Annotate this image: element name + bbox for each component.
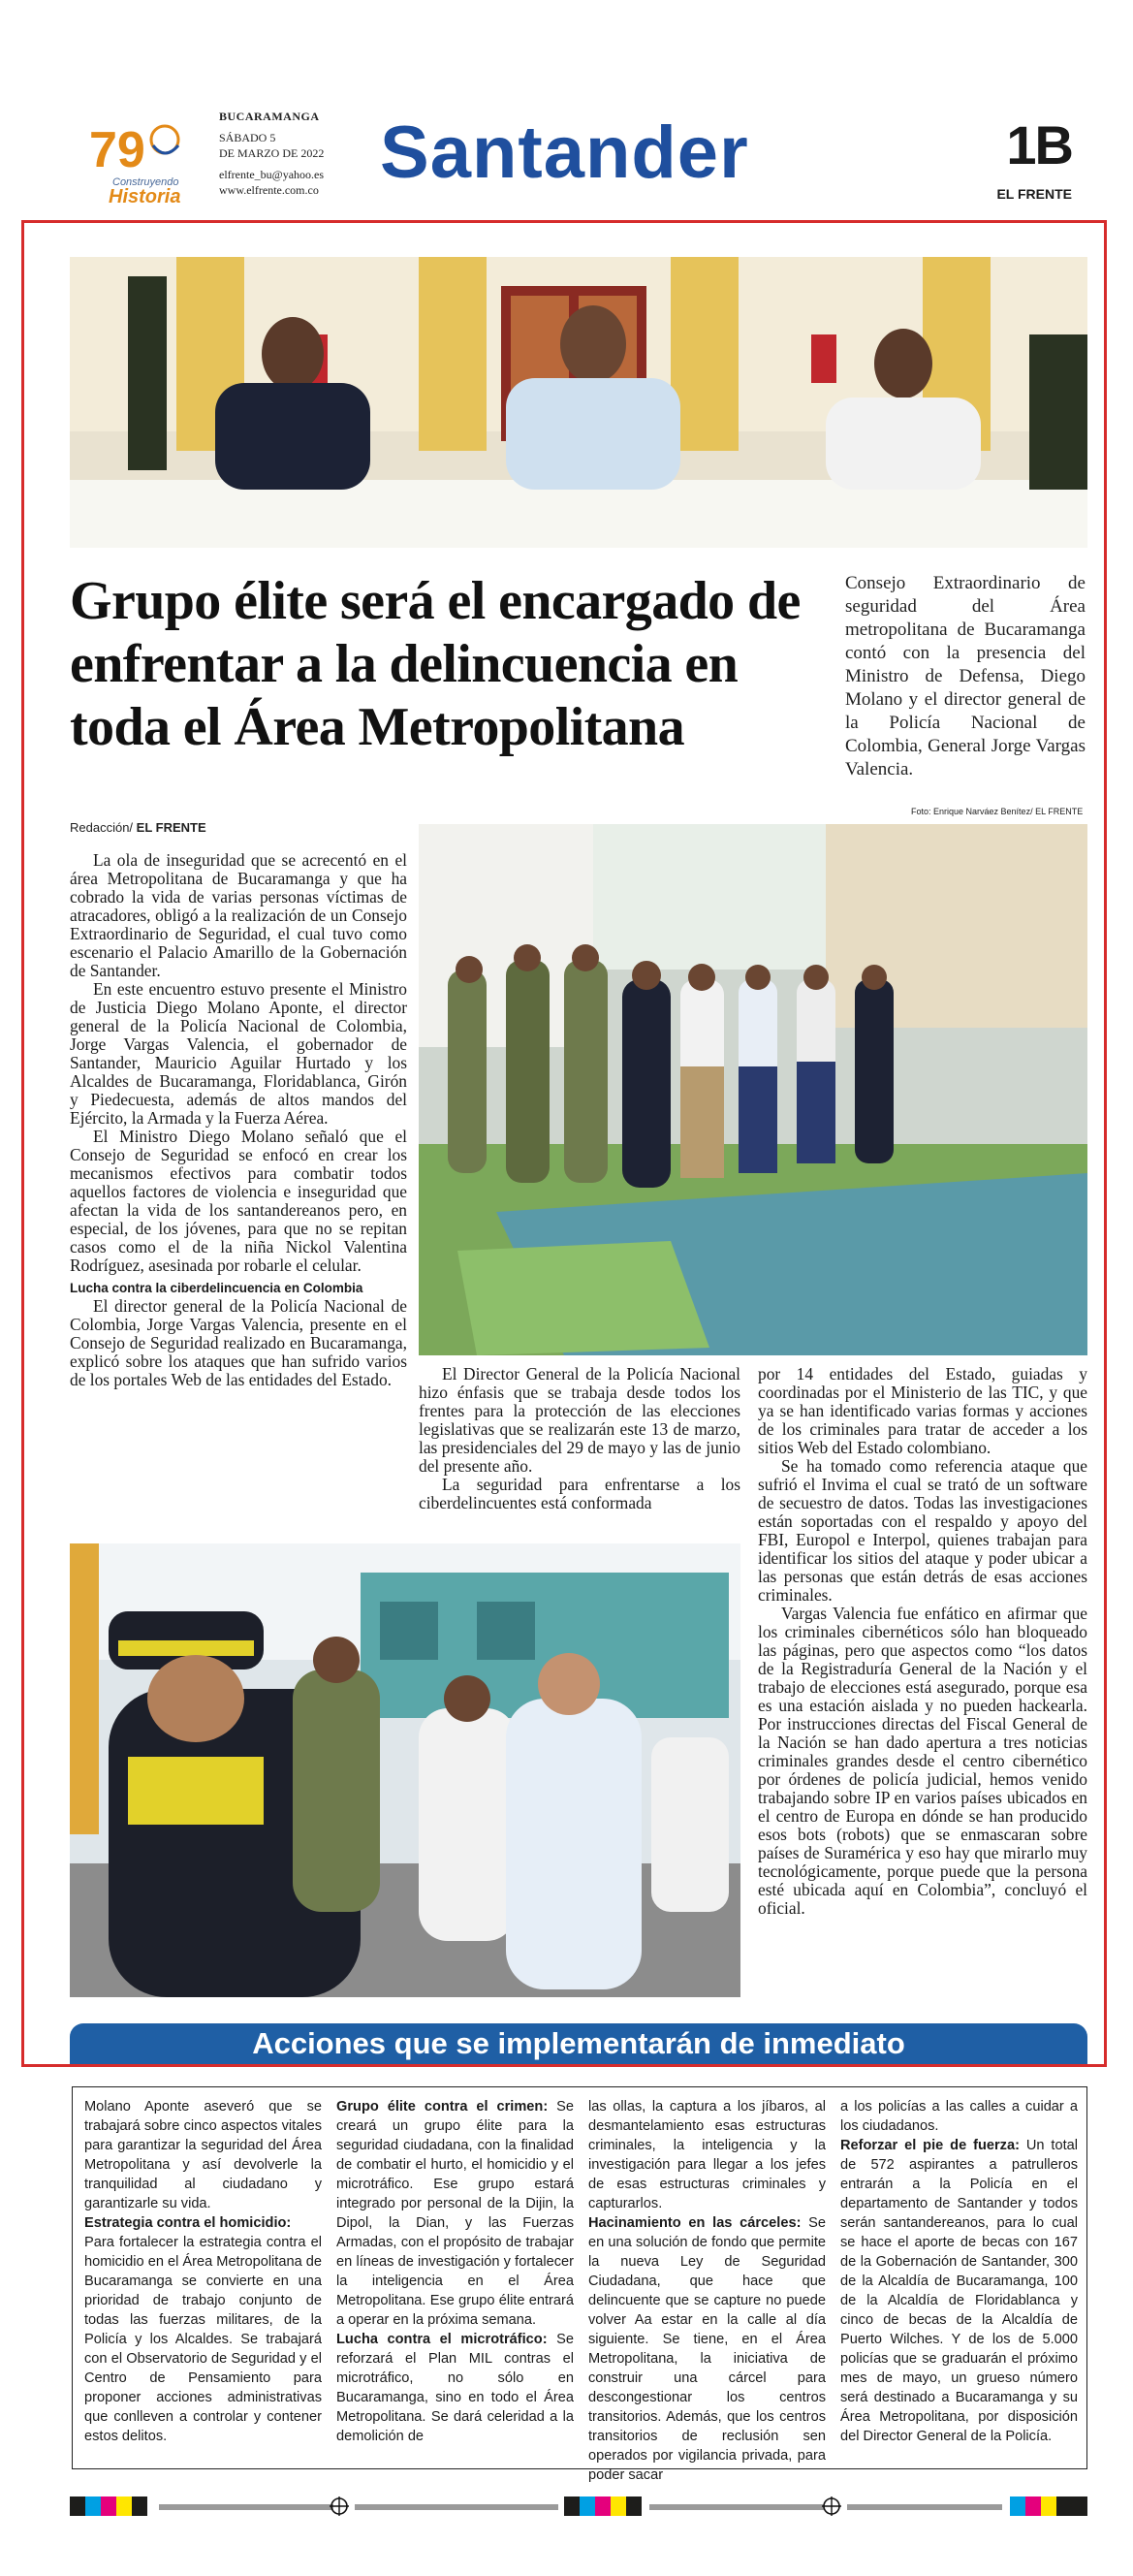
registration-mark-icon <box>822 2496 841 2516</box>
paragraph: por 14 entidades del Estado, guiadas y coordinadas por el Ministerio de las TIC, y que ya se han identificado varias formas y acciones de los criminales para tratar de acceder a los sitios Web del Estado colombiano. <box>758 1364 1087 1457</box>
gray-bar <box>649 2504 824 2510</box>
email-link[interactable]: elfrente_bu@yahoo.es <box>219 168 325 181</box>
box-text: Molano Aponte aseveró que se trabajará sobre cinco aspectos vitales para garantizar la seguridad del Área Metropolitana y así devolverle la tranquilidad al ciudadano y garantizarle su vida. <box>84 2099 322 2211</box>
anniversary-word: Historia <box>109 186 181 207</box>
photo-credit: Foto: Enrique Narváez Benítez/ EL FRENTE <box>911 807 1084 816</box>
article-column-2 <box>419 1365 740 1512</box>
box-column-4 <box>840 2097 1078 2446</box>
article-column-3 <box>758 1365 1087 1918</box>
page-number: 1B <box>1006 114 1072 175</box>
gray-bar <box>847 2504 1002 2510</box>
anniversary-logo <box>85 116 211 207</box>
article-headline: Grupo élite será el encargado de enfrentar a la delincuencia en toda el Área Metropolitana <box>70 571 801 757</box>
officials-standing-image <box>419 824 1087 1355</box>
council-table-photo <box>70 257 1087 548</box>
officials-group-photo <box>419 824 1087 1355</box>
newspaper-name: EL FRENTE <box>996 186 1072 202</box>
paragraph: El Director General de la Policía Nacional hizo énfasis que se trabaja desde todos los frentes para la protección de las elecciones legislativas que se realizarán este 13 de marzo, las presidenciales del 29 de mayo y las de junio del presente año. <box>419 1364 740 1476</box>
print-marks <box>70 2496 1087 2520</box>
council-meeting-image <box>70 257 1087 548</box>
date-line-2: DE MARZO DE 2022 <box>219 146 325 160</box>
date-block <box>219 109 324 198</box>
paragraph: Vargas Valencia fue enfático en afirmar que los criminales cibernéticos sólo han bloqueado las páginas, pero que aspectos como “los datos de la Registraduría General de la Nación y el trabajo de elecciones está asegurado, porque esa es una estación aislada y no pueden hackearla. Por instrucciones directas del Fiscal General de la Nación se han dado apertura a tres noticias criminales grandes desde el centro cibernético por órdenes de policía judicial, hemos venido trabajando sobre IP en varios países ubicados en el centro de Europa en dónde se han producido esos bots (robots) que se enmascaran sobre países de Suramérica y eso hay que mirarlo muy tecnológicamente, porque puede que la persona esté ubicada aquí en Colombia”, concluyó el oficial. <box>758 1604 1087 1918</box>
website-link[interactable]: www.elfrente.com.co <box>219 183 319 197</box>
masthead <box>68 97 1086 207</box>
anniversary-sub: Construyendo <box>112 176 179 188</box>
color-swatches <box>1010 2496 1087 2516</box>
box-subheading: Estrategia contra el homicidio: <box>84 2215 292 2231</box>
color-swatches <box>70 2496 147 2516</box>
article-column-1 <box>70 851 407 1389</box>
gray-bar <box>355 2504 558 2510</box>
byline-source: EL FRENTE <box>136 820 206 835</box>
paragraph: El Ministro Diego Molano señaló que el Consejo de Seguridad se enfocó en crear los mecanismos efectivos para combatir todos aquellos factores de violencia e inseguridad que afectan la vida de los santandereanos pero, en especial, de los jóvenes, para que no se repitan casos como el de la niña Nickol Valentina Rodríguez, asesinada por robarle el celular. <box>70 1127 407 1275</box>
street-visit-image <box>70 1543 740 1997</box>
paragraph: La seguridad para enfrentarse a los ciberdelincuentes está conformada <box>419 1475 740 1512</box>
byline-prefix: Redacción/ <box>70 820 134 835</box>
box-text: Para fortalecer la estrategia contra el homicidio en el Área Metropolitana de Bucaramanga se convierte en una prioridad de trabajo conjunto de todas las fuerzas militares, de la Policía y los Alcaldes. Se trabajará con el Observatorio de Seguridad y el Centro de Pensamiento para proponer acciones administrativas que conlleven a controlar y contener estos delitos. <box>84 2235 322 2444</box>
box-column-2 <box>336 2097 574 2446</box>
box-text: a los policías a las calles a cuidar a los ciudadanos. <box>840 2099 1078 2134</box>
subheading: Lucha contra la ciberdelincuencia en Colombia <box>70 1281 363 1295</box>
page-box <box>996 114 1072 202</box>
box-column-3 <box>588 2097 826 2485</box>
box-column-1 <box>84 2097 322 2446</box>
gray-bar <box>159 2504 333 2510</box>
box-text: Se reforzará el Plan MIL contras el microtráfico, no sólo en Bucaramanga, sino en todo el Área Metropolitana. Se dará celeridad a la demolición de <box>336 2332 574 2444</box>
date-line-1: SÁBADO 5 <box>219 131 276 144</box>
box-subheading: Reforzar el pie de fuerza: <box>840 2138 1020 2153</box>
paragraph: En este encuentro estuvo presente el Ministro de Justicia Diego Molano Aponte, el director general de la Policía Nacional de Colombia, Jorge Vargas Valencia, el gobernador de Santander, Mauricio Aguilar Hurtado y los Alcaldes de Bucaramanga, Floridablanca, Girón y Piedecuesta, además de altos mandos del Ejército, la Armada y la Fuerza Aérea. <box>70 979 407 1128</box>
paragraph: Se ha tomado como referencia ataque que sufrió el Invima el cual se trató de un software de secuestro de datos. Todas las investigaciones están soportadas con el respaldo y apoyo del FBI, Europol e Interpol, quienes trabajan para identificar los sitios del ataque y poder ubicar a las personas que están detrás de esas acciones criminales. <box>758 1456 1087 1605</box>
section-title: Santander <box>380 111 749 194</box>
actions-banner: Acciones que se implementarán de inmediato <box>70 2023 1087 2064</box>
box-text: las ollas, la captura a los jíbaros, al desmantelamiento esas estructuras criminales, la inteligencia y la investigación para llegar a los jefes de esas estructuras criminales y capturarlos. <box>588 2099 826 2211</box>
color-swatches <box>564 2496 642 2516</box>
box-subheading: Hacinamiento en las cárceles: <box>588 2215 802 2231</box>
paragraph: La ola de inseguridad que se acrecentó en el área Metropolitana de Bucaramanga y que ha cobrado la vida de varias personas víctimas de atracadores, obligó a la realización de un Consejo Extraordinario de Seguridad, el cual tuvo como escenario el Palacio Amarillo de la Gobernación de Santander. <box>70 850 407 980</box>
byline <box>70 820 206 835</box>
actions-box <box>72 2086 1087 2483</box>
registration-mark-icon <box>330 2496 349 2516</box>
article-deck: Consejo Extraordinario de seguridad del Área metropolitana de Bucaramanga contó con la presencia del Ministro de Defensa, Diego Molano y el director general de la Policía Nacional de Colombia, General Jorge Vargas Valencia. <box>845 573 1086 779</box>
city: BUCARAMANGA <box>219 110 320 123</box>
anniversary-number: 79 <box>89 122 145 178</box>
paragraph: El director general de la Policía Nacional de Colombia, Jorge Vargas Valencia, presente en el Consejo de Seguridad realizado en Bucaramanga, explicó sobre los ataques que han sufrido varios de los portales Web de las entidades del Estado. <box>70 1296 407 1389</box>
box-subheading: Lucha contra el microtráfico: <box>336 2332 548 2347</box>
box-subheading: Grupo élite contra el crimen: <box>336 2099 549 2115</box>
street-visit-photo <box>70 1543 740 1997</box>
box-text: Se creará un grupo élite para la seguridad ciudadana, con la finalidad de combatir el hurto, el homicidio y el microtráfico. Ese grupo estará integrado por personal de la Dijin, la Dipol, la Dian, y las Fuerzas Armadas, con el propósito de trabajar en líneas de investigación y fortalecer la inteligencia en el Área Metropolitana. Ese grupo élite entrará a operar en la próxima semana. <box>336 2099 574 2328</box>
box-text: Se en una solución de fondo que permite la nueva Ley de Seguridad Ciudadana, que hace que delincuente que se capture no puede volver Aa estar en la calle al día siguiente. Se tiene, en el Área Metropolitana, la iniciativa de construir una cárcel para descongestionar los centros transitorios. Además, que los centros transitorios de reclusión sen operados por vigilancia privada, para poder sacar <box>588 2215 827 2483</box>
box-text: Un total de 572 aspirantes a patrulleros entrarán a la Policía en el departamento de Santander y todos serán santandereanos, para lo cual se hace el aporte de becas con 167 de la Gobernación de Santander, 300 de la Alcaldía de Bucaramanga, 100 de la Alcaldía de Floridablanca y cinco de becas de la Alcaldía de Puerto Wilches. Y de los de 5.000 policías que se graduarán el próximo mes de mayo, un grueso número será destinado a Bucaramanga y su Área Metropolitana, por disposición del Director General de la Policía. <box>840 2138 1078 2444</box>
